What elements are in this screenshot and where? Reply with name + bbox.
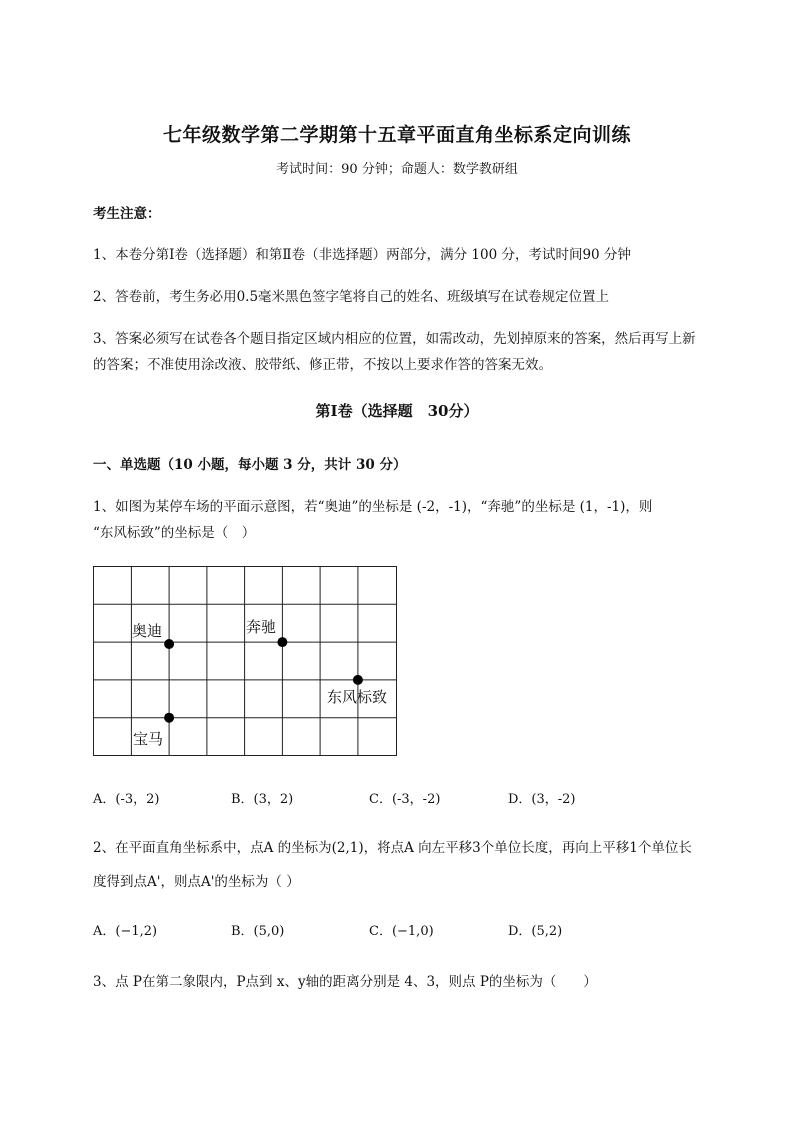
exam-info: 考试时间：90 分钟；命题人：数学教研组 [276, 162, 518, 177]
notice-item-2: 2、答卷前，考生务必用0.5毫米黑色签字笔将自己的姓名、班级填写在试卷规定位置上 [93, 289, 610, 305]
parking-lot-figure [93, 566, 398, 758]
notice-item-1: 1、本卷分第Ⅰ卷（选择题）和第Ⅱ卷（非选择题）两部分，满分 100 分，考试时间90 分钟 [93, 247, 631, 263]
q2-option-d[interactable]: D．(5,2) [508, 924, 563, 939]
page-title: 七年级数学第二学期第十五章平面直角坐标系定向训练 [162, 124, 631, 146]
notice-item-3: 3、答案必须写在试卷各个题目指定区域内相应的位置，如需改动，先划掉原来的答案，然后再写上新 [93, 331, 696, 347]
q1-text-line1: 1、如图为某停车场的平面示意图，若“奥迪”的坐标是 (-2，-1)，“奔驰”的坐标是 (1，-1)，则 [93, 499, 653, 515]
benz-point [277, 637, 287, 647]
q2-option-a[interactable]: A．(−1,2) [93, 924, 158, 939]
benz-label: 奔驰 [246, 618, 277, 636]
part-title: 一、单选题（10 小题，每小题 3 分，共计 30 分） [93, 457, 407, 473]
q1-option-c[interactable]: C．(-3，-2) [369, 792, 441, 807]
q3-text-line1: 3、点 P在第二象限内，P点到 x、y轴的距离分别是 4、3，则点 P的坐标为（ ） [93, 974, 597, 990]
bmw-point [164, 713, 174, 723]
peugeot-point [353, 675, 363, 685]
notice-item-3-cont: 的答案；不准使用涂改液、胶带纸、修正带，不按以上要求作答的答案无效。 [93, 357, 552, 373]
q1-option-d[interactable]: D．(3，-2) [508, 792, 576, 807]
q2-option-c[interactable]: C．(−1,0) [369, 924, 434, 939]
q1-option-b[interactable]: B．(3，2) [231, 792, 294, 807]
q2-option-b[interactable]: B．(5,0) [231, 924, 285, 939]
notice-heading: 考生注意： [93, 206, 161, 222]
bmw-label: 宝马 [133, 730, 164, 748]
q1-option-a[interactable]: A．(-3，2) [93, 792, 160, 807]
section-title: 第Ⅰ卷（选择题 30分） [315, 402, 479, 420]
audi-point [164, 639, 174, 649]
q2-text-line2: 度得到点A'，则点A'的坐标为（ ） [93, 874, 300, 890]
q2-text-line1: 2、在平面直角坐标系中，点A 的坐标为(2,1)，将点A 向左平移3个单位长度，再向上平移1个单位长 [93, 840, 692, 856]
peugeot-label: 东风标致 [327, 688, 388, 706]
grid-lines [94, 567, 397, 756]
q1-text-line2: “东风标致”的坐标是（ ） [93, 525, 256, 541]
audi-label: 奥迪 [132, 622, 163, 640]
